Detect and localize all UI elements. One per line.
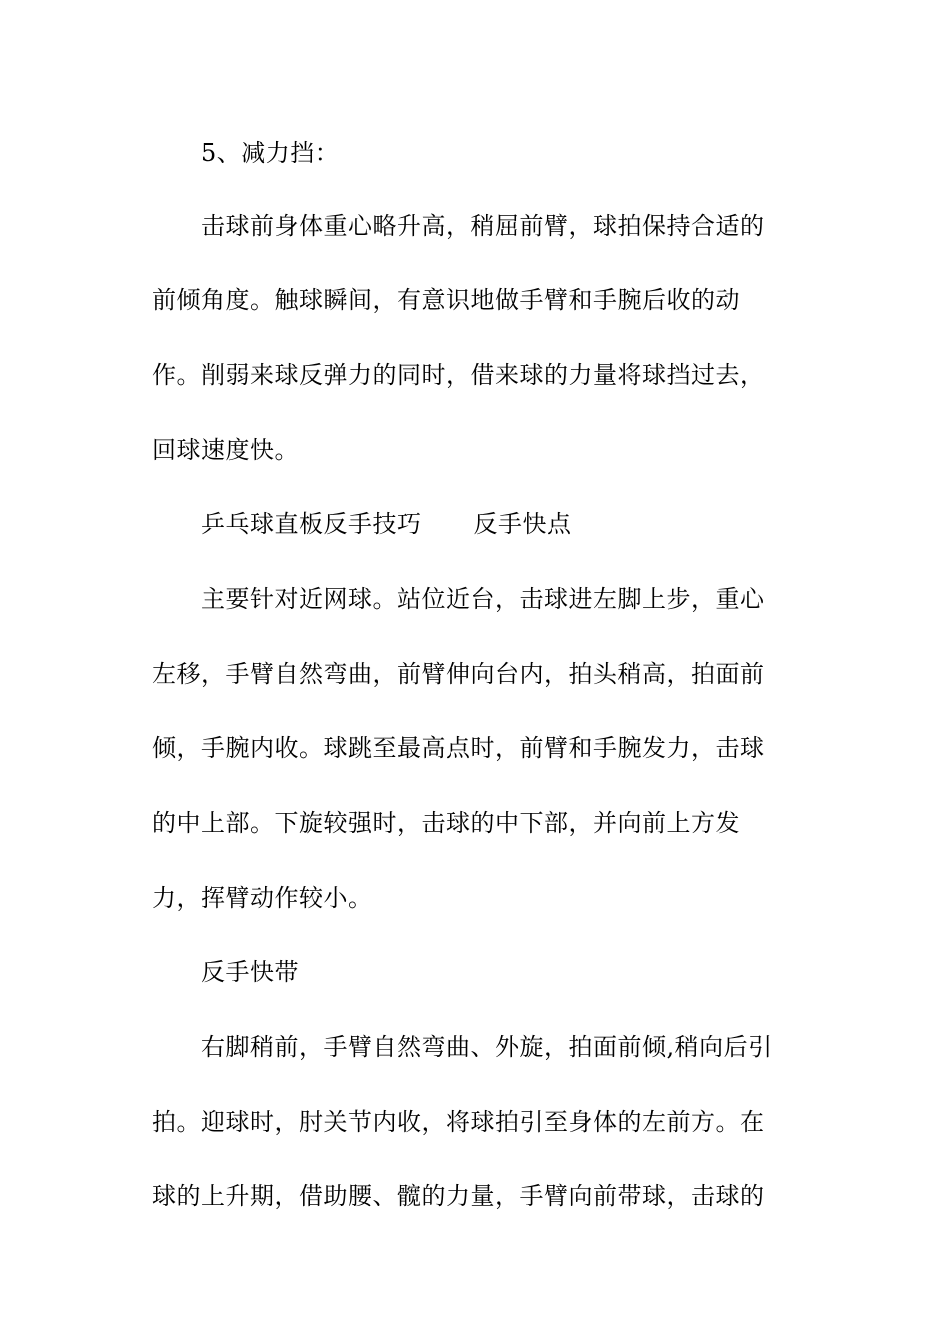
section-title: 乒乓球直板反手技巧 [201,510,422,538]
section-heading-line [201,509,572,539]
paragraph-line: 左移，手臂自然弯曲，前臂伸向台内，拍头稍高，拍面前 [152,660,765,688]
subsection-title-backhand-quick-drive: 反手快带 [201,958,299,986]
paragraph-line: 球的上升期，借助腰、髋的力量，手臂向前带球，击球的 [152,1182,765,1210]
paragraph-line: 力，挥臂动作较小。 [152,884,373,912]
paragraph-line: 的中上部。下旋较强时，击球的中下部，并向前上方发 [152,809,740,837]
paragraph-line: 倾，手腕内收。球跳至最高点时，前臂和手腕发力，击球 [152,734,765,762]
paragraph-line: 右脚稍前，手臂自然弯曲、外旋，拍面前倾,稍向后引 [201,1033,773,1061]
paragraph-line: 主要针对近网球。站位近台，击球进左脚上步，重心 [201,585,765,613]
paragraph-line: 前倾角度。触球瞬间，有意识地做手臂和手腕后收的动 [152,286,740,314]
paragraph-line: 回球速度快。 [152,436,299,464]
paragraph-line: 作。削弱来球反弹力的同时，借来球的力量将球挡过去， [152,361,765,389]
paragraph-line: 拍。迎球时，肘关节内收，将球拍引至身体的左前方。在 [152,1108,765,1136]
section-heading-reduce-force-block: 5、减力挡： [201,139,340,167]
subsection-title-backhand-quick-tap: 反手快点 [473,510,572,538]
paragraph-line: 击球前身体重心略升高，稍屈前臂，球拍保持合适的 [201,212,765,240]
